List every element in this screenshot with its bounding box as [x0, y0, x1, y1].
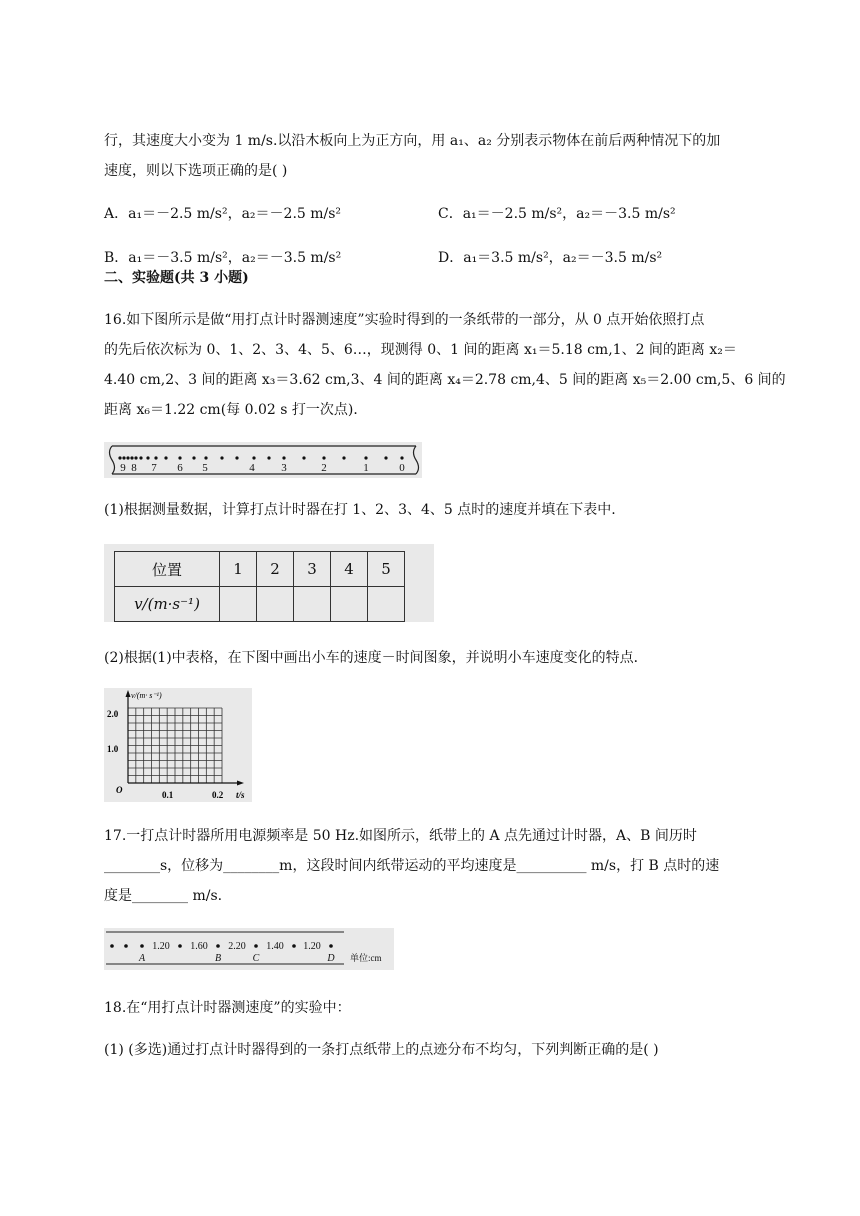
q16-part-1: (1)根据测量数据，计算打点计时器在打 1、2、3、4、5 点时的速度并填在下表中.	[104, 502, 616, 518]
tape-point-label-c: C	[252, 953, 260, 964]
q16-tape-svg	[104, 442, 422, 478]
tape-label-1: 1	[363, 462, 369, 474]
q15-option-c: C．a₁＝－2.5 m/s²，a₂＝－3.5 m/s²	[438, 206, 676, 222]
q15-line-1: 行，其速度大小变为 1 m/s.以沿木板向上为正方向，用 a₁、a₂ 分别表示物体在前后两种情况下的加	[104, 133, 721, 149]
graph-xtick-1: 0.1	[162, 790, 174, 800]
q17-tape-svg	[104, 928, 394, 970]
table-cell-empty	[368, 587, 405, 622]
tape-point-c	[254, 944, 258, 948]
q18-line-1: 18.在“用打点计时器测速度”的实验中：	[104, 1000, 351, 1016]
tape-label-3: 3	[281, 462, 287, 474]
q16-table-figure	[104, 544, 434, 622]
tape-point-d	[329, 944, 333, 948]
q16-tape-figure	[104, 442, 422, 478]
table-col-1: 1	[220, 552, 257, 587]
table-cell-empty	[331, 587, 368, 622]
q15-option-d: D．a₁＝3.5 m/s²，a₂＝－3.5 m/s²	[438, 250, 663, 266]
tape-point-label-d: D	[327, 953, 335, 964]
tape-label-8: 8	[131, 462, 137, 474]
tape-label-9: 9	[120, 462, 126, 474]
section-title: 二、实验题(共 3 小题)	[104, 270, 249, 286]
q16-line-2: 的先后依次标为 0、1、2、3、4、5、6…，现测得 0、1 间的距离 x₁＝5.18 cm,1、2 间的距离 x₂＝	[104, 342, 737, 358]
tape-label-6: 6	[177, 462, 183, 474]
q16-line-4: 距离 x₆＝1.22 cm(每 0.02 s 打一次点)．	[104, 402, 368, 418]
tape-value-2: 1.60	[190, 941, 208, 952]
q16-line-3: 4.40 cm,2、3 间的距离 x₃＝3.62 cm,3、4 间的距离 x₄＝2.78 cm,4、5 间的距离 x₅＝2.00 cm,5、6 间的	[104, 372, 786, 388]
tape-unit: 单位:cm	[350, 953, 382, 963]
vt-graph-svg	[104, 688, 252, 802]
tape-value-5: 1.20	[303, 941, 321, 952]
graph-ytick-1: 1.0	[107, 744, 119, 754]
graph-xtick-2: 0.2	[212, 790, 224, 800]
q16-graph-figure	[104, 688, 252, 802]
q17-tape-figure	[104, 928, 394, 970]
table-row-label-velocity: v/(m·s⁻¹)	[115, 587, 220, 622]
tape-label-2: 2	[321, 462, 327, 474]
tape-label-4: 4	[249, 462, 255, 474]
table-col-4: 4	[331, 552, 368, 587]
tape-point-label-a: A	[138, 953, 146, 964]
tape-point-label-b: B	[214, 953, 222, 964]
x-axis-arrow-icon	[237, 781, 244, 786]
graph-ytick-2: 2.0	[107, 709, 119, 719]
velocity-table	[114, 551, 405, 622]
q15-option-a: A．a₁＝－2.5 m/s²，a₂＝－2.5 m/s²	[104, 206, 342, 222]
graph-origin: O	[116, 785, 123, 795]
tape-label-0: 0	[399, 462, 405, 474]
tape-value-3: 2.20	[228, 941, 246, 952]
table-col-5: 5	[368, 552, 405, 587]
tape-point-a	[140, 944, 144, 948]
q17-line-1: 17.一打点计时器所用电源频率是 50 Hz.如图所示，纸带上的 A 点先通过计时器，A、B 间历时	[104, 828, 697, 844]
tape-value-4: 1.40	[266, 941, 284, 952]
table-col-3: 3	[294, 552, 331, 587]
graph-ylabel: v/(m· s⁻¹)	[131, 691, 162, 700]
q15-line-2: 速度，则以下选项正确的是( )	[104, 163, 288, 179]
table-cell-empty	[294, 587, 331, 622]
q17-line-2: ________s，位移为________m，这段时间内纸带运动的平均速度是__________ m/s，打 B 点时的速	[104, 858, 720, 874]
table-col-2: 2	[257, 552, 294, 587]
table-cell-empty	[220, 587, 257, 622]
table-header-position: 位置	[115, 552, 220, 587]
q16-part-2: (2)根据(1)中表格，在下图中画出小车的速度－时间图象，并说明小车速度变化的特点．	[104, 650, 648, 666]
q15-option-b: B．a₁＝－3.5 m/s²，a₂＝－3.5 m/s²	[104, 250, 342, 266]
tape-point-b	[216, 944, 220, 948]
table-cell-empty	[257, 587, 294, 622]
q18-part-1: (1) (多选)通过打点计时器得到的一条打点纸带上的点迹分布不均匀，下列判断正确的是( )	[104, 1042, 659, 1058]
q17-line-3: 度是________ m/s.	[104, 888, 223, 904]
graph-xlabel: t/s	[236, 790, 245, 800]
tape-label-7: 7	[151, 462, 157, 474]
tape-value-1: 1.20	[152, 941, 170, 952]
y-axis-arrow-icon	[126, 690, 131, 697]
tape-label-5: 5	[202, 462, 208, 474]
q16-line-1: 16.如下图所示是做“用打点计时器测速度”实验时得到的一条纸带的一部分，从 0 点开始依照打点	[104, 312, 705, 328]
